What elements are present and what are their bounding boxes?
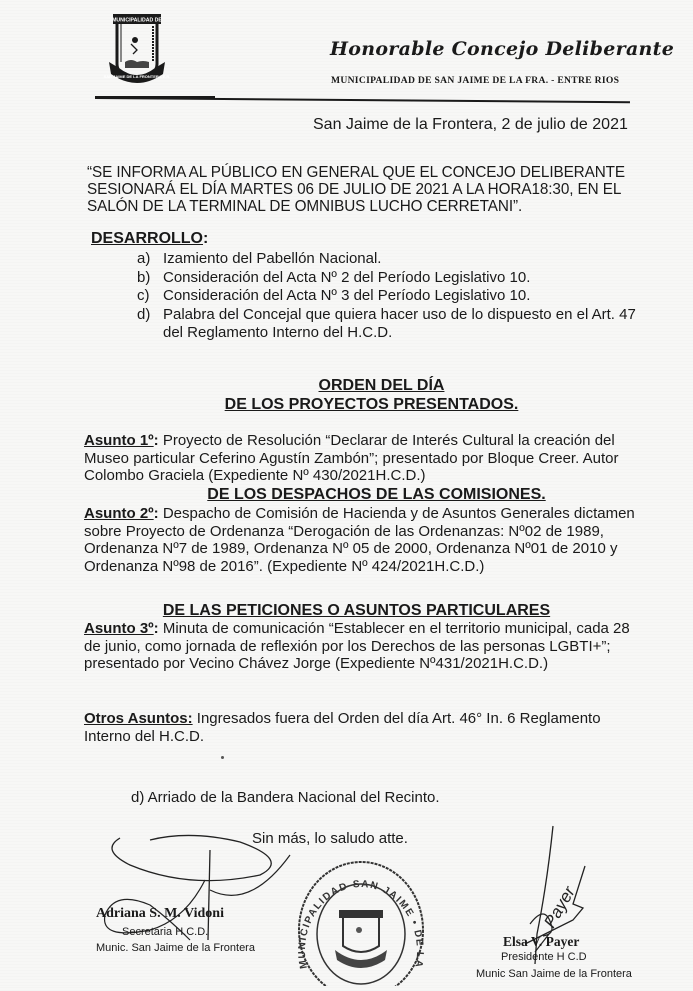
item-text: Consideración del Acta Nº 2 del Período Legislativo 10. (163, 268, 531, 286)
asunto-text: sobre Proyecto de Ordenanza “Derogación de las Ordenanzas: Nº02 de 1989, (84, 522, 604, 540)
otros-asuntos (84, 710, 667, 745)
asunto-3 (84, 620, 667, 673)
logo-text-top: MUNICIPALIDAD DE (112, 17, 162, 24)
president-name: Elsa V. Payer (503, 934, 580, 949)
header-divider-left (95, 96, 215, 98)
asunto-label: Asunto 3º (84, 620, 154, 637)
list-item (137, 287, 636, 306)
desarrollo-title: DESARROLLO (91, 230, 203, 247)
asunto-colon: : (153, 505, 159, 522)
asunto-text: Proyecto de Resolución “Declarar de Interés Cultural la creación del (158, 432, 615, 449)
secretary-role: Secretaria H.C.D. (122, 926, 209, 938)
asunto-text: Minuta de comunicación “Establecer en el territorio municipal, cada 28 (158, 620, 630, 637)
asunto-colon: : (153, 620, 159, 637)
date-line: San Jaime de la Frontera, 2 de julio de 2021 (313, 116, 628, 133)
despachos-heading (0, 486, 693, 504)
asunto-label: Asunto 2º (84, 505, 154, 522)
arriado-item: d) Arriado de la Bandera Nacional del Recinto. (131, 789, 440, 806)
list-item (137, 269, 636, 288)
notice-line: SESIONARÁ EL DÍA MARTES 06 DE JULIO DE 2021 A LA HORA18:30, EN EL (87, 181, 622, 198)
asunto-1 (84, 432, 667, 485)
item-text: Consideración del Acta Nº 3 del Período Legislativo 10. (163, 287, 531, 304)
desarrollo-list (137, 250, 636, 343)
asunto-text: Despacho de Comisión de Hacienda y de Asuntos Generales dictamen (158, 505, 635, 522)
orden-del-dia-heading (0, 377, 693, 395)
asunto-colon: : (153, 432, 159, 449)
asunto-text: Ordenanza Nº7 de 1989, Ordenanza Nº 05 de 2000, Ordenanza Nº01 de 2010 y (84, 540, 618, 557)
despachos-title: DE LOS DESPACHOS DE LAS COMISIONES. (207, 486, 546, 503)
orden-subtitle: DE LOS PROYECTOS PRESENTADOS. (224, 396, 519, 413)
asunto-2 (84, 505, 667, 575)
closing-salutation: Sin más, lo saludo atte. (252, 830, 408, 847)
logo-text-bottom: SAN JAIME DE LA FRONTERA E.R. (103, 74, 171, 79)
notice-line: “SE INFORMA AL PÚBLICO EN GENERAL QUE EL CONCEJO DELIBERANTE (87, 164, 626, 181)
secretary-municipality: Munic. San Jaime de la Frontera (96, 942, 255, 954)
secretary-name: Adriana S. M. Vidoni (96, 906, 224, 921)
item-label: d) (137, 305, 151, 323)
asunto-text: de junio, como jornada de reflexión por los Derechos de las personas LGBTI+”; (84, 637, 611, 655)
item-continuation: del Reglamento Interno del H.C.D. (163, 324, 393, 341)
item-text: Palabra del Concejal que quiera hacer uso de lo dispuesto en el Art. 47 (163, 305, 636, 323)
otros-text: Interno del H.C.D. (84, 727, 205, 745)
asunto-text: Ordenanza Nº98 de 2016”. (Expediente Nº 424/2021H.C.D.) (84, 557, 485, 575)
item-label: c) (137, 287, 150, 304)
president-municipality: Munic San Jaime de la Frontera (476, 968, 632, 980)
council-title: Honorable Concejo Deliberante (330, 38, 675, 60)
president-role: Presidente H C.D (501, 951, 587, 963)
orden-title: ORDEN DEL DÍA (318, 377, 445, 394)
list-item (137, 306, 636, 325)
peticiones-title: DE LAS PETICIONES O ASUNTOS PARTICULARES (162, 602, 551, 619)
otros-label: Otros Asuntos: (84, 710, 193, 727)
handwritten-payer: Payer (540, 883, 579, 932)
municipality-subtitle: MUNICIPALIDAD DE SAN JAIME DE LA FRA. - ENTRE RIOS (331, 75, 620, 86)
official-seal-stamp (287, 858, 435, 986)
asunto-label: Asunto 1º (84, 432, 154, 449)
desarrollo-heading (91, 230, 208, 248)
peticiones-heading (0, 602, 693, 620)
desarrollo-colon: : (203, 230, 209, 247)
municipal-coat-of-arms-logo (103, 12, 171, 88)
asunto-text: Colombo Graciela (Expediente Nº 430/2021H.C.D.) (84, 467, 426, 484)
otros-text: Ingresados fuera del Orden del día Art. 46° In. 6 Reglamento (192, 710, 601, 727)
item-text: Izamiento del Pabellón Nacional. (163, 250, 382, 267)
item-label: b) (137, 268, 151, 286)
asunto-text: Museo particular Ceferino Agustín Zambón”; presentado por Bloque Creer. Autor (84, 449, 619, 467)
item-label: a) (137, 250, 151, 267)
notice-line: SALÓN DE LA TERMINAL DE OMNIBUS LUCHO CERRETANI”. (87, 198, 523, 215)
seal-text: MUNICIPALIDAD SAN JAIME • DE LA (296, 878, 426, 970)
stray-dot (221, 756, 224, 759)
asunto-text: presentado por Vecino Chávez Jorge (Expediente Nº431/2021H.C.D.) (84, 655, 549, 672)
proyectos-presentados-heading (0, 396, 693, 414)
public-notice (87, 164, 672, 215)
list-item (137, 250, 636, 269)
